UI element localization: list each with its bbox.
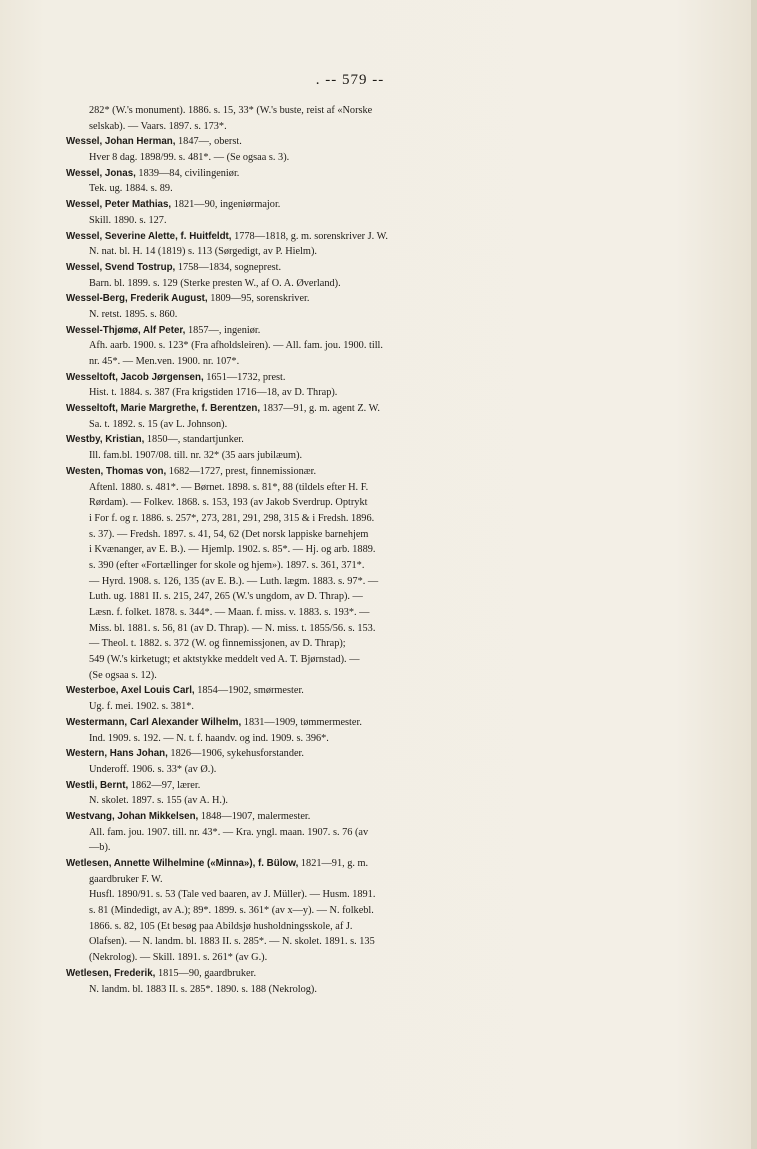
person-dates-occupation: 1850—, standartjunker. [144,434,244,446]
reference-line: Ill. fam.bl. 1907/08. till. nr. 32* (35 aars jubilæum). [89,450,303,462]
biography-entry [0,370,757,401]
person-dates-occupation: 1809—95, sorenskriver. [207,293,310,305]
entry-heading [0,166,757,182]
entry-heading [0,715,757,731]
biography-entry [0,291,757,322]
person-name: Westerboe, Axel Louis Carl, [66,685,195,697]
person-name: Wesseltoft, Marie Margrethe, f. Berentzen, [66,403,261,415]
person-dates-occupation: 1839—84, civilingeniør. [135,167,240,179]
reference-line: Læsn. f. folket. 1878. s. 344*. — Maan. f. miss. v. 1883. s. 193*. — [89,607,370,618]
biography-entry [0,260,757,291]
reference-line: — Hyrd. 1908. s. 126, 135 (av E. B.). — Luth. lægm. 1883. s. 97*. — [89,575,379,587]
entry-heading [0,291,757,307]
entry-heading [0,134,757,150]
reference-line: Hist. t. 1884. s. 387 (Fra krigstiden 1716—18, av D. Thrap). [89,387,338,399]
reference-line: All. fam. jou. 1907. till. nr. 43*. — Kra. yngl. maan. 1907. s. 76 (av [89,826,369,838]
reference-line: s. 37). — Fredsh. 1897. s. 41, 54, 62 (Det norsk lappiske barnehjem [89,528,369,540]
reference-line: Afh. aarb. 1900. s. 123* (Fra afholdsleiren). — All. fam. jou. 1900. till. [89,340,383,352]
reference-line: —b). [89,842,111,854]
biography-entry [0,401,757,432]
reference-line: 549 (W.'s kirketugt; et aktstykke meddelt ved A. T. Bjørnstad). — [89,654,360,666]
reference-line: Husfl. 1890/91. s. 53 (Tale ved baaren, av J. Müller). — Husm. 1891. [89,889,376,901]
person-name: Wessel, Jonas, [66,167,136,179]
reference-line: N. retst. 1895. s. 860. [89,308,178,320]
person-dates-occupation: 1651—1732, prest. [203,371,286,383]
entry-heading [0,323,757,339]
biography-entry [0,966,757,997]
person-dates-occupation: 1847—, oberst. [175,136,242,148]
entry-heading [0,260,757,276]
person-name: Wetlesen, Frederik, [66,967,156,979]
reference-line: Ind. 1909. s. 192. — N. t. f. haandv. og ind. 1909. s. 396*. [89,732,329,744]
biography-entry [0,464,757,684]
reference-line: Skill. 1890. s. 127. [89,214,167,226]
person-dates-occupation: 1837—91, g. m. agent Z. W. [260,403,380,415]
person-dates-occupation: 1862—97, lærer. [128,779,201,791]
person-dates-occupation: 1857—, ingeniør. [185,324,261,336]
person-dates-occupation: 1831—1909, tømmermester. [241,716,362,728]
biography-entry [0,323,757,370]
person-dates-occupation: 1778—1818, g. m. sorenskriver J. W. [231,230,388,242]
reference-line: N. skolet. 1897. s. 155 (av A. H.). [89,795,228,807]
entry-heading [0,778,757,794]
biography-entry [0,778,757,809]
reference-line: 1866. s. 82, 105 (Et besøg paa Abildsjø husholdningsskole, af J. [89,920,353,932]
reference-line: Miss. bl. 1881. s. 56, 81 (av D. Thrap). — N. miss. t. 1855/56. s. 153. [89,622,376,634]
biography-entry [0,432,757,463]
person-dates-occupation: 1848—1907, malermester. [198,810,311,822]
entry-heading [0,229,757,245]
person-name: Wessel, Severine Alette, f. Huitfeldt, [66,230,232,242]
reference-line: Hver 8 dag. 1898/99. s. 481*. — (Se ogsaa s. 3). [89,152,290,164]
reference-line: (Nekrolog). — Skill. 1891. s. 261* (av G.). [89,952,268,964]
person-dates-occupation: 1854—1902, smørmester. [194,685,304,697]
reference-line: — Theol. t. 1882. s. 372 (W. og finnemissjonen, av D. Thrap); [89,638,346,650]
person-name: Wessel, Svend Tostrup, [66,261,176,273]
reference-line: 282* (W.'s monument). 1886. s. 15, 33* (W.'s buste, reist af «Norske [89,105,373,116]
reference-line: N. nat. bl. H. 14 (1819) s. 113 (Sørgedigt, av P. Hielm). [89,246,317,258]
reference-line: gaardbruker F. W. [89,873,163,885]
person-dates-occupation: 1682—1727, prest, finnemissionær. [166,465,317,477]
reference-line: Underoff. 1906. s. 33* (av Ø.). [89,763,217,775]
biography-entry [0,809,757,856]
entry-heading [0,856,757,872]
entry-heading [0,432,757,448]
reference-line: s. 390 (efter «Fortællinger for skole og hjem»). 1897. s. 361, 371*. [89,559,365,571]
person-dates-occupation: 1821—90, ingeniørmajor. [171,199,281,211]
person-name: Westli, Bernt, [66,779,129,791]
entry-heading [0,464,757,480]
biography-entry [0,746,757,777]
reference-line: Luth. ug. 1881 II. s. 215, 247, 265 (W.'s ungdom, av D. Thrap). — [89,591,363,603]
entry-heading [0,966,757,982]
entry-list [0,103,757,997]
person-name: Wetlesen, Annette Wilhelmine («Minna»), f. Bülow, [66,858,299,869]
reference-line: Aftenl. 1880. s. 481*. — Børnet. 1898. s. 81*, 88 (tildels efter H. F. [89,481,369,493]
biography-entry [0,229,757,260]
reference-line: selskab). — Vaars. 1897. s. 173*. [89,120,227,132]
reference-line: nr. 45*. — Men.ven. 1900. nr. 107*. [89,356,240,367]
biography-entry [0,197,757,228]
person-name: Westby, Kristian, [66,434,145,446]
person-name: Wessel-Berg, Frederik August, [66,293,208,305]
entry-heading [0,746,757,762]
biography-entry [0,166,757,197]
reference-line: Barn. bl. 1899. s. 129 (Sterke presten W., af O. A. Øverland). [89,277,341,289]
biography-entry [0,134,757,165]
entry-heading [0,401,757,417]
entry-heading [0,370,757,386]
biography-entry [0,103,757,134]
biography-entry [0,715,757,746]
entry-heading [0,197,757,213]
reference-line: (Se ogsaa s. 12). [89,669,157,681]
entry-heading [0,809,757,825]
person-dates-occupation: 1821—91, g. m. [298,858,369,869]
person-name: Wessel-Thjømø, Alf Peter, [66,324,186,336]
reference-line: Sa. t. 1892. s. 15 (av L. Johnson). [89,418,228,430]
reference-line: Tek. ug. 1884. s. 89. [89,183,173,195]
entry-heading [0,683,757,699]
reference-line: i For f. og r. 1886. s. 257*, 273, 281, 291, 298, 315 & i Fredsh. 1896. [89,512,375,524]
person-name: Westvang, Johan Mikkelsen, [66,810,199,822]
person-dates-occupation: 1826—1906, sykehusforstander. [167,748,304,760]
reference-line: i Kvænanger, av E. B.). — Hjemlp. 1902. s. 85*. — Hj. og arb. 1889. [89,544,376,556]
biography-entry [0,683,757,714]
reference-line: N. landm. bl. 1883 II. s. 285*. 1890. s. 188 (Nekrolog). [89,983,317,995]
person-name: Westen, Thomas von, [66,465,167,477]
person-name: Wessel, Peter Mathias, [66,199,172,211]
reference-line: s. 81 (Mindedigt, av A.); 89*. 1899. s. 361* (av x—y). — N. folkebl. [89,905,374,917]
reference-line: Olafsen). — N. landm. bl. 1883 II. s. 285*. — N. skolet. 1891. s. 135 [89,936,375,948]
biography-entry [0,856,757,966]
person-name: Wesseltoft, Jacob Jørgensen, [66,371,204,383]
reference-line: Ug. f. mei. 1902. s. 381*. [89,701,194,713]
person-name: Wessel, Johan Herman, [66,136,176,148]
page-number: . -- 579 -- [315,72,385,88]
reference-line: Rørdam). — Folkev. 1868. s. 153, 193 (av Jakob Sverdrup. Optrykt [89,497,368,509]
person-dates-occupation: 1758—1834, sogneprest. [175,261,282,273]
person-dates-occupation: 1815—90, gaardbruker. [155,967,257,979]
person-name: Westermann, Carl Alexander Wilhelm, [66,716,242,728]
person-name: Western, Hans Johan, [66,748,168,760]
